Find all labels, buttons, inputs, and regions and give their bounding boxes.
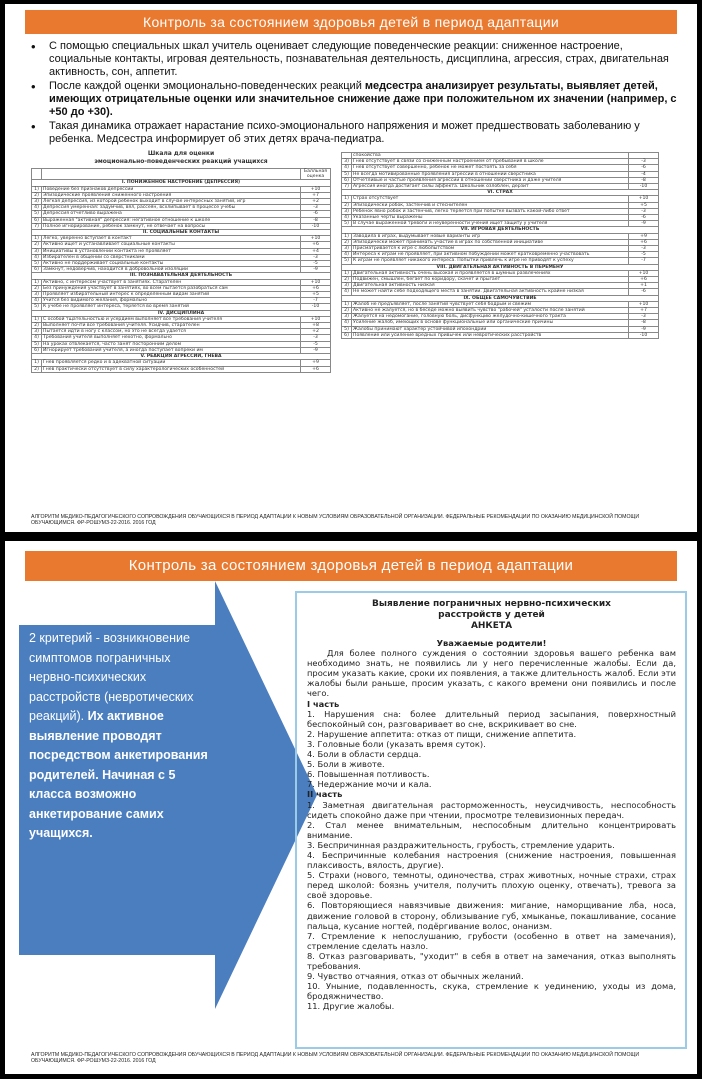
row-text: К учебе не проявляет интереса, теряется во время занятий — [42, 304, 301, 310]
row-number: 3) — [32, 329, 42, 335]
questionnaire-heading: Выявление пограничных нервно-психических — [372, 599, 611, 609]
row-text: Поведение без признаков депрессии — [42, 186, 301, 192]
row-score: +6 — [629, 239, 659, 245]
row-score: -5 — [301, 341, 331, 347]
scale-title: Шкала для оценки — [147, 150, 215, 157]
row-text: Активно ищет и устанавливает социальные контакты — [42, 242, 301, 248]
section-title: VI. СТРАХ — [342, 190, 659, 196]
row-score: +6 — [301, 366, 331, 372]
row-text: Легкая депрессия, из которой ребенок выходит в случае интересных занятий, игр — [42, 199, 301, 205]
row-number: 1) — [342, 196, 352, 202]
row-score: +1 — [629, 283, 659, 289]
part-1-list — [307, 709, 676, 790]
slide-1-footer: АЛГОРИТМ МЕДИКО-ПЕДАГОГИЧЕСКОГО СОПРОВОЖДЕНИЯ ОБУЧАЮЩИХСЯ В ПЕРИОД АДАПТАЦИИ К НОВЫМ УСЛОВИЯМ ОБРАЗОВАТЕЛЬНОЙ ОРГАНИЗАЦИИ. ФЕДЕРАЛЬНЫЕ РЕКОМЕНДАЦИИ ПО ОКАЗАНИЮ МЕДИЦИНСКОЙ ПОМОЩИ ОБУЧАЮЩИМСЯ. ФР-РОШУМЗ-22-2016. 2016 ГОД — [31, 514, 640, 526]
row-text: Страх отсутствует — [352, 196, 629, 202]
row-score: +5 — [301, 292, 331, 298]
row-number: 5) — [342, 258, 352, 264]
row-text: Не может найти себе подходящего места в занятии. Двигательная активность крайне низкая — [352, 289, 629, 295]
row-score: +10 — [629, 270, 659, 276]
row-score: +6 — [301, 285, 331, 291]
row-number: 5) — [32, 304, 42, 310]
row-number: 7) — [342, 184, 352, 190]
list-item: 6. Повторяющиеся навязчивые движения: мигание, наморщивание лба, носа, движение головой в сторону, облизывание губ, хмыканье, покашливание, сосание пальца, кусание ногтей, подёргивание волос, онанизм. — [307, 900, 676, 931]
table-row — [32, 366, 331, 372]
list-item: 4. Беспричинные колебания настроения (снижение настроения, повышенная плаксивость, вялость, другие). — [307, 849, 676, 871]
questionnaire-heading: расстройств у детей — [438, 610, 545, 620]
row-text: Без принуждения участвует в занятиях, во всем пытается разобраться сам — [42, 285, 301, 291]
list-item: 8. Отказ разговаривать, "уходит" в себя в ответ на замечания, отказ выполнять требования. — [307, 950, 676, 971]
row-text: Указанные черты выражены — [352, 215, 629, 221]
row-number: 4) — [32, 335, 42, 341]
section-title: III. ПОЗНАВАТЕЛЬНАЯ ДЕЯТЕЛЬНОСТЬ — [32, 273, 331, 279]
section-title: I. ПОНИЖЕННОЕ НАСТРОЕНИЕ (ДЕПРЕССИЯ) — [32, 180, 331, 186]
row-number: 2) — [342, 202, 352, 208]
row-score: +9 — [629, 233, 659, 239]
row-score: -10 — [301, 304, 331, 310]
row-text: Эпизодические проявления сниженного настроения — [42, 192, 301, 198]
list-item: 6. Повышенная потливость. — [307, 769, 430, 780]
row-text: Двигательная активность низкая — [352, 283, 629, 289]
header-cell: Балльная оценка — [301, 169, 331, 180]
row-text: Агрессия иногда достигает силы аффекта. Школьник озлоблен, дерзит — [352, 184, 629, 190]
bullet-item — [29, 80, 679, 119]
bullet-text: После каждой оценки эмоционально-поведенческих реакций — [49, 80, 365, 92]
row-number: 3) — [32, 292, 42, 298]
row-score: +4 — [301, 248, 331, 254]
row-text: Гнев практически отсутствует в силу характерологических особенностей — [42, 366, 301, 372]
row-score: +10 — [301, 316, 331, 322]
row-text: К играм не проявляет никакого интереса. Попытки привлечь к игре не приводят к успеху — [352, 258, 629, 264]
list-item: 2. Стал менее внимательным, неспособным длительно концентрировать внимание. — [307, 819, 676, 840]
row-number: 2) — [32, 366, 42, 372]
row-number: 4) — [342, 289, 352, 295]
row-score: +7 — [301, 192, 331, 198]
row-score: -8 — [629, 177, 659, 183]
row-score: -3 — [629, 208, 659, 214]
list-item: 10. Уныние, подавленность, скука, стремление к уединению, уходы из дома, бродяжничество. — [307, 981, 676, 1002]
slide-1 — [5, 4, 697, 532]
row-text: Жалоб не предъявляет, после занятий чувствует себя бодрым и свежим — [352, 301, 629, 307]
row-text: Двигательная активность очень высокая и проявляется в шумных развлечениях — [352, 270, 629, 276]
row-score: +10 — [301, 236, 331, 242]
scale-table-left — [31, 150, 331, 510]
part-1-heading: I часть — [307, 698, 340, 709]
row-number: 4) — [342, 252, 352, 258]
list-item: 3. Головные боли (указать время суток). — [307, 738, 486, 749]
row-score: +10 — [629, 301, 659, 307]
row-number: 3) — [342, 246, 352, 252]
section-title: VII. ИГРОВАЯ ДЕЯТЕЛЬНОСТЬ — [342, 227, 659, 233]
section-title: II. СОЦИАЛЬНЫЕ КОНТАКТЫ — [32, 230, 331, 236]
row-number: 6) — [342, 177, 352, 183]
questionnaire — [295, 591, 687, 1049]
section-title: VIII. ДВИГАТЕЛЬНАЯ АКТИВНОСТЬ В ПЕРЕМЕНУ — [342, 264, 659, 270]
list-item: 11. Другие жалобы. — [307, 1001, 395, 1012]
bullet-item: • С помощью специальных шкал учитель оценивает следующие поведенческие реакции: сниженное настроение, социальные контакты, игровая деятельность, познавательная деятельность, дисциплина, агрессия, страх, двигательная активность, сон, аппетит. — [29, 40, 679, 79]
row-text: Ребенок явно робок и застенчив, легко теряется при попытке вызвать какой-либо ответ — [352, 208, 629, 214]
scale-table-right — [341, 150, 659, 510]
row-number: 6) — [32, 217, 42, 223]
row-number: 1) — [32, 186, 42, 192]
row-text: Гнев отсутствует совершенно, ребенок не может постоять за себя — [352, 165, 629, 171]
row-number: 2) — [342, 239, 352, 245]
row-text: Не всегда мотивированные проявления агрессии в отношении сверстника — [352, 171, 629, 177]
part-2-list — [307, 800, 676, 1012]
row-text: Замкнут, недоверчив, находится в добровольной изоляции — [42, 267, 301, 273]
row-number: 1) — [32, 316, 42, 322]
row-number: 4) — [32, 205, 42, 211]
row-score: -3 — [301, 205, 331, 211]
scale-subtitle: эмоционально-поведенческих реакций учащихся — [94, 158, 268, 165]
row-text: Требования учителя выполняет нехотно, формально — [42, 335, 301, 341]
row-text: Проявляет избирательный интерес к определенным видам занятий — [42, 292, 301, 298]
row-score: -9 — [301, 347, 331, 353]
row-text: спокойства — [352, 153, 629, 159]
row-score: +2 — [301, 199, 331, 205]
table-row — [342, 332, 659, 338]
list-item: 1. Заметная двигательная расторможенность, неусидчивость, неспособность сидеть спокойно даже при чтении, просмотре телевизионных передач. — [307, 799, 676, 820]
row-text: Интереса к играм не проявляет, при активном побуждении может кратковременно участвовать — [352, 252, 629, 258]
row-score: -6 — [629, 165, 659, 171]
list-item: 5. Страхи (нового, темноты, одиночества, страх животных, ночные страхи, страх перед школой: боязнь учителя, получить плохую оценку, отвечать), тревога за своё здоровье. — [307, 870, 676, 901]
criterion-text — [29, 629, 214, 844]
row-text: Подвижен, смышлен, бегает по коридору, скачет и прыгает — [352, 277, 629, 283]
row-number: 1) — [32, 360, 42, 366]
scale-table — [341, 152, 659, 339]
criterion-plain-text: 2 критерий - возникновение симптомов пограничных нервно-психических расстройств (невротических реакций). — [29, 631, 194, 723]
row-text: Полное игнорирование, ребенок замкнут, не отвечает на вопросы — [42, 223, 301, 229]
row-number: 2) — [342, 277, 352, 283]
row-number: 3) — [32, 199, 42, 205]
row-score: -9 — [301, 267, 331, 273]
row-score: -8 — [629, 320, 659, 326]
questionnaire-heading: АНКЕТА — [470, 621, 513, 631]
row-text: На уроках отвлекается, часто занят посторонним делом — [42, 341, 301, 347]
row-text: Присматривается к игре с любопытством — [352, 246, 629, 252]
row-text: Активно, с интересом участвует в занятиях. Старателен — [42, 279, 301, 285]
row-score: +9 — [301, 360, 331, 366]
row-text: Эпизодически робок, застенчив и стеснителен — [352, 202, 629, 208]
row-score: +7 — [629, 308, 659, 314]
questionnaire-intro: Для более полного суждения о состоянии здоровья вашего ребенка вам необходимо знать, не появились ли у него перечисленные жалобы. Если да, просим указать какие, сроки их появления, а также длительность жалоб. Если эти жалобы были раньше, просим указать, с какого времени они появились и после чего. — [307, 648, 676, 699]
row-number: 1) — [32, 279, 42, 285]
row-text: В случае выраженной тревоги и неуверенности учения ищет защиту у учителя — [352, 221, 629, 227]
list-item: 4. Боли в области сердца. — [307, 749, 422, 760]
row-score: -5 — [629, 252, 659, 258]
row-number: 2) — [32, 192, 42, 198]
row-number: 1) — [32, 236, 42, 242]
row-text: Выполняет почти все требования учителя. Усидчив, старателен — [42, 323, 301, 329]
row-score: -9 — [629, 326, 659, 332]
row-score: -3 — [629, 314, 659, 320]
row-number: 3) — [32, 248, 42, 254]
row-score: -3 — [301, 335, 331, 341]
row-score: +5 — [629, 202, 659, 208]
row-text: Легко, уверенно вступает в контакт — [42, 236, 301, 242]
row-number: 6) — [342, 332, 352, 338]
row-score: +10 — [301, 186, 331, 192]
row-number: 5) — [32, 261, 42, 267]
row-score: +6 — [629, 277, 659, 283]
row-number: 5) — [32, 211, 42, 217]
row-number: 2) — [32, 242, 42, 248]
row-text: Жалуется на недомогание, головную боль, дисфункцию желудочно-кишечного тракта — [352, 314, 629, 320]
questionnaire-greeting: Уважаемые родители! — [436, 638, 547, 648]
row-number: 3) — [342, 159, 352, 165]
row-number: 1) — [342, 301, 352, 307]
row-score: +6 — [301, 242, 331, 248]
row-score: -8 — [301, 217, 331, 223]
section-title: IV. ДИСЦИПЛИНА — [32, 310, 331, 316]
row-number: 2) — [32, 323, 42, 329]
row-text: Жалобы принимают характер устойчивой ипохондрии — [352, 326, 629, 332]
row-score: -9 — [629, 221, 659, 227]
list-item: 1. Нарушения сна: более длительный период засыпания, поверхностный беспокойный сон, разговаривает во сне, вскрикивает во сне. — [307, 708, 676, 729]
row-score: -6 — [629, 289, 659, 295]
row-score: -7 — [629, 258, 659, 264]
row-text: Пытается идти в ногу с классом, но это не всегда удается — [42, 329, 301, 335]
table-header-row — [32, 169, 331, 180]
row-text: Отчетливые и частые проявления агрессии в отношении сверстника и даже учителя — [352, 177, 629, 183]
row-number: 3) — [342, 314, 352, 320]
row-text: Эпизодически может принимать участие в играх по собственной инициативе — [352, 239, 629, 245]
bullet-bold-text: медсестра анализирует результаты, выявляет детей, имеющих отрицательные оценки или значительное снижение даже при положительном их значении (например, с +50 до +30). — [49, 80, 677, 118]
row-number: 5) — [342, 171, 352, 177]
list-item: 2. Нарушение аппетита: отказ от пищи, снижение аппетита. — [307, 728, 577, 739]
slide-1-title: Контроль за состоянием здоровья детей в период адаптации — [25, 10, 677, 34]
row-text: Активно не поддерживает социальные контакты — [42, 261, 301, 267]
row-number: 4) — [32, 254, 42, 260]
row-score: -5 — [301, 261, 331, 267]
section-title: IX. ОБЩЕЕ САМОЧУВСТВИЕ — [342, 295, 659, 301]
row-text: Выраженная "активная" депрессия: негативное отношение к школе — [42, 217, 301, 223]
row-text: Депрессия отчетливо выражена — [42, 211, 301, 217]
row-number: 5) — [32, 341, 42, 347]
row-score: +10 — [301, 279, 331, 285]
row-score: -10 — [301, 223, 331, 229]
row-number: 4) — [32, 298, 42, 304]
row-score: -6 — [629, 215, 659, 221]
header-cell — [42, 169, 301, 180]
row-number: 2) — [342, 308, 352, 314]
section-title: V. РЕАКЦИЯ АГРЕССИИ, ГНЕВА — [32, 354, 331, 360]
row-number: 1) — [342, 270, 352, 276]
scale-table — [31, 168, 331, 373]
criterion-bold-text: Их активное выявление проводят посредством анкетирования родителей. Начиная с 5 класса возможно анкетирование самих учащихся. — [29, 709, 208, 840]
row-number: 7) — [32, 223, 42, 229]
row-score: -4 — [629, 171, 659, 177]
row-number: 6) — [32, 347, 42, 353]
row-score: -3 — [301, 254, 331, 260]
row-text: Учится без видимого желания, формально — [42, 298, 301, 304]
row-score: -3 — [629, 246, 659, 252]
list-item: 9. Чувство отчаяния, отказ от обычных желаний. — [307, 971, 524, 982]
row-number: 3) — [342, 208, 352, 214]
row-text: Заводила в играх, выдумывает новые варианты игр — [352, 233, 629, 239]
slide-2 — [5, 541, 697, 1074]
row-text: Инициативы в установлении контакта не проявляет — [42, 248, 301, 254]
row-score: -10 — [629, 332, 659, 338]
list-item: 7. Стремление к непослушанию, грубости (особенно в ответ на замечания), стремление сделать назло. — [307, 930, 676, 951]
row-score: +10 — [629, 196, 659, 202]
row-text: Появление или усиление вредных привычек или невротических расстройств — [352, 332, 629, 338]
part-2-heading: II часть — [307, 789, 343, 800]
list-item: 3. Беспричинная раздражительность, грубость, стремление ударить. — [307, 839, 615, 850]
row-text: Гнев проявляется редко и в адекватной ситуации — [42, 360, 301, 366]
row-number: 2) — [32, 285, 42, 291]
list-item: 5. Боли в животе. — [307, 759, 385, 770]
row-number: 4) — [342, 165, 352, 171]
slide-2-title: Контроль за состоянием здоровья детей в период адаптации — [25, 551, 677, 581]
row-score: +8 — [301, 323, 331, 329]
row-score: -3 — [629, 159, 659, 165]
list-item: 7. Недержание мочи и кала. — [307, 779, 432, 790]
row-score: -7 — [301, 298, 331, 304]
row-text: Депрессия умеренная: задумчив, вял, рассеян, всхлипывает в процессе учебы — [42, 205, 301, 211]
row-number: 5) — [342, 221, 352, 227]
row-text: Избирателен в общении со сверстниками — [42, 254, 301, 260]
row-text: С особой тщательностью и усердием выполняет все требования учителя — [42, 316, 301, 322]
row-score: -10 — [629, 184, 659, 190]
slide-2-footer: АЛГОРИТМ МЕДИКО-ПЕДАГОГИЧЕСКОГО СОПРОВОЖДЕНИЯ ОБУЧАЮЩИХСЯ В ПЕРИОД АДАПТАЦИИ К НОВЫМ УСЛОВИЯМ ОБРАЗОВАТЕЛЬНОЙ ОРГАНИЗАЦИИ. ФЕДЕРАЛЬНЫЕ РЕКОМЕНДАЦИИ ПО ОКАЗАНИЮ МЕДИЦИНСКОЙ ПОМОЩИ ОБУЧАЮЩИМСЯ. ФР-РОШУМЗ-22-2016. 2016 ГОД — [31, 1052, 640, 1064]
row-number: 1) — [342, 233, 352, 239]
row-text: Игнорирует требования учителя, а иногда поступает вопреки им — [42, 347, 301, 353]
header-cell — [32, 169, 42, 180]
bullet-item: • Такая динамика отражает нарастание психо-эмоционального напряжения и может предшествовать заболеванию у ребенка. Медсестра информирует об этих детях врача-педиатра. — [29, 120, 679, 146]
row-text: Гнев отсутствует в связи со сниженным настроением от пребывания в школе — [352, 159, 629, 165]
slide-1-bullets — [29, 40, 679, 147]
row-text: Усиление жалоб, имеющих в основе функциональные или органические причины — [352, 320, 629, 326]
row-number: 3) — [342, 283, 352, 289]
row-number: 6) — [32, 267, 42, 273]
row-number: 4) — [342, 320, 352, 326]
row-number: 5) — [342, 326, 352, 332]
row-text: Активно не жалуется, но в беседе можно выявить чувство "рабочей" усталости после занятий — [352, 308, 629, 314]
row-number: 4) — [342, 215, 352, 221]
row-score: +2 — [301, 329, 331, 335]
row-score: -6 — [301, 211, 331, 217]
